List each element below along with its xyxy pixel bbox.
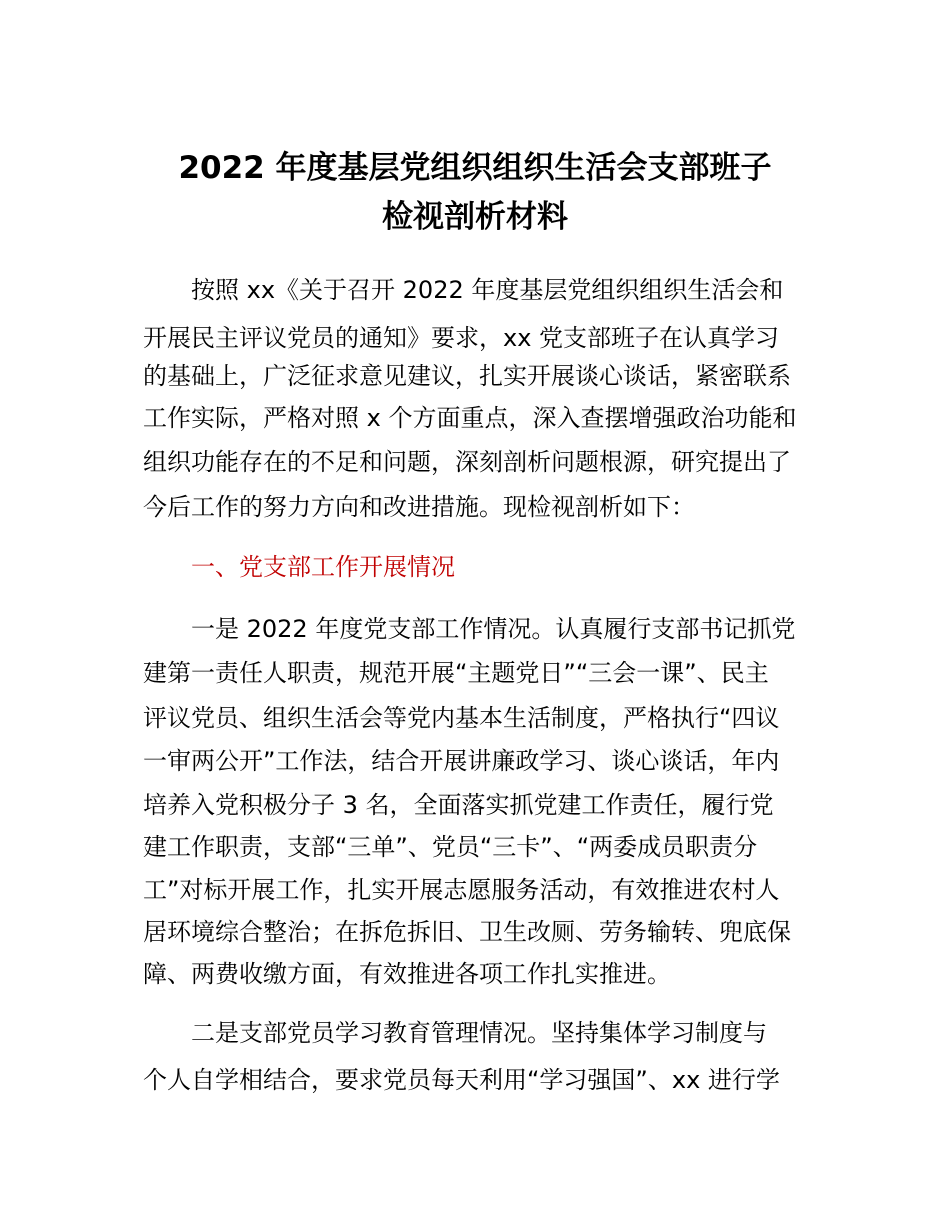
intro-line: 的基础上，广泛征求意见建议，扎实开展谈心谈话，紧密联系 [143,362,791,390]
paragraph-line: 障、两费收缴方面，有效推进各项工作扎实推进。 [143,960,671,988]
intro-line: 开展民主评议党员的通知》要求，xx 党支部班子在认真学习 [143,324,780,352]
paragraph-line: 工”对标开展工作，扎实开展志愿服务活动，有效推进农村人 [143,876,780,904]
document-title-line-1: 2022 年度基层党组织组织生活会支部班子 [178,150,772,186]
document-title-line-2: 检视剖析材料 [382,199,568,235]
intro-line: 组织功能存在的不足和问题，深刻剖析问题根源，研究提出了 [143,448,791,476]
paragraph-line: 一审两公开”工作法，结合开展讲廉政学习、谈心谈话，年内 [143,747,780,775]
paragraph-line: 培养入党积极分子 3 名，全面落实抓党建工作责任，履行党 [143,791,774,819]
intro-line: 按照 xx《关于召开 2022 年度基层党组织组织生活会和 [191,276,784,304]
paragraph-line: 建工作职责，支部“三单”、党员“三卡”、“两委成员职责分 [143,833,758,861]
paragraph-line: 建第一责任人职责，规范开展“主题党日”“三会一课”、民主 [143,659,769,687]
paragraph-line: 居环境综合整治；在拆危拆旧、卫生改厕、劳务输转、兜底保 [143,918,791,946]
intro-line: 今后工作的努力方向和改进措施。现检视剖析如下： [143,493,695,521]
paragraph-line: 二是支部党员学习教育管理情况。坚持集体学习制度与 [191,1019,767,1047]
paragraph-line: 个人自学相结合，要求党员每天利用“学习强国”、xx 进行学 [143,1066,780,1094]
intro-line: 工作实际，严格对照 x 个方面重点，深入查摆增强政治功能和 [143,404,797,432]
paragraph-line: 一是 2022 年度党支部工作情况。认真履行支部书记抓党 [191,615,796,643]
paragraph-line: 评议党员、组织生活会等党内基本生活制度，严格执行“四议 [143,704,780,732]
section-heading: 一、党支部工作开展情况 [191,553,455,581]
